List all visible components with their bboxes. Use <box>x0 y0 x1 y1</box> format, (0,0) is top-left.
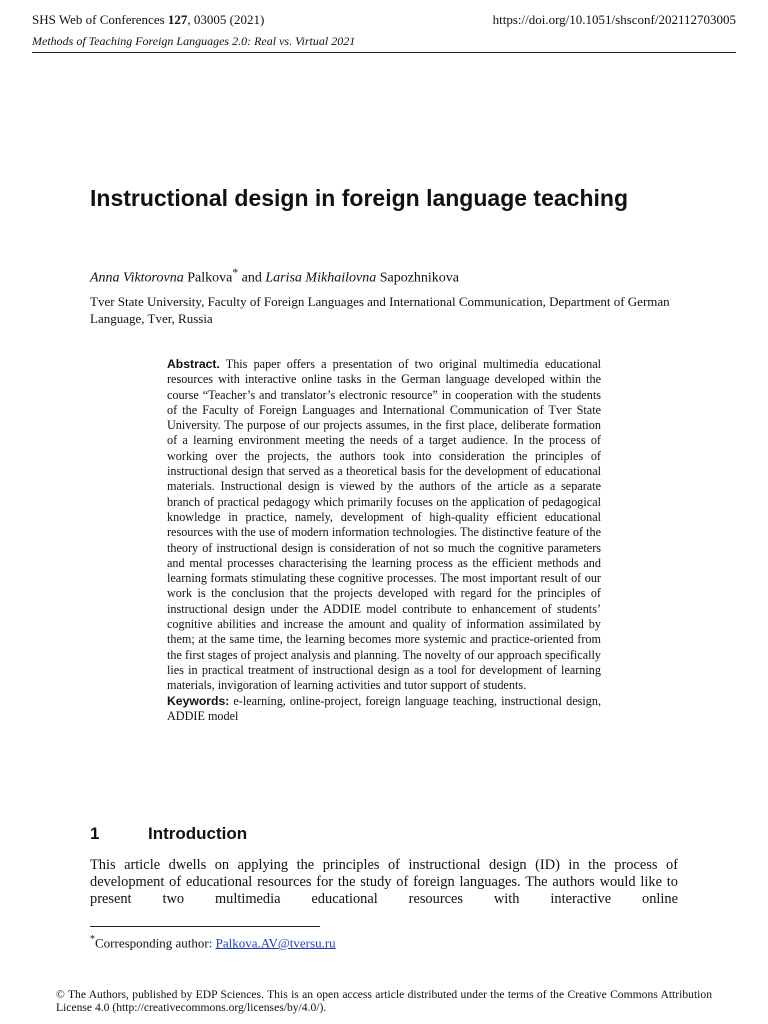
page-header <box>32 10 736 48</box>
corresponding-author-mark: * <box>232 266 239 279</box>
journal-name: SHS Web of Conferences <box>32 12 168 27</box>
introduction-paragraph: This article dwells on applying the principles of instructional design (ID) in the process of development of educational resources for the study of foreign languages. The authors would like to present two multimedia educational resources with interactive online <box>90 857 678 907</box>
author2-given-name: Larisa Mikhailovna <box>265 270 377 286</box>
header-divider <box>32 52 736 53</box>
author-conjunction: and <box>238 270 266 286</box>
journal-citation <box>32 12 264 28</box>
section-heading-introduction <box>90 824 247 844</box>
abstract-text: This paper offers a presentation of two original multimedia educational resources with interactive online tasks in the German language developed within the course “Teacher’s and translator’s electronic resource” in cooperation with the students of the Faculty of Foreign Languages and International Communication of Tver State University. The purpose of our projects assumes, in the first place, deliberate formation of a learning environment meeting the needs of a target audience. In the process of working over the projects, the authors took into consideration the principles of instructional design that served as a theoretical basis for the development of educational materials. Instructional design is viewed by the authors of the article as a separate branch of practical pedagogy which primarily focuses on the application of pedagogical knowledge in practice, namely, development of high-quality efficient educational resources with the use of modern information technologies. The distinctive feature of the theory of instructional design is consideration of not so much the cognitive parameters and mental processes characterising the learning process as the efficient methods and learning formats stimulating these cognitive processes. The most important result of our work is the conclusion that the projects developed with regard for the principles of instructional design under the ADDIE model contribute to enhancement of students’ cognitive abilities and increase the amount and quality of information assimilated by them; at the same time, the learning becomes more systemic and practice-oriented from the first stages of project analysis and planning. The novelty of our approach specifically lies in practical treatment of instructional design as a tool for development of learning materials, invigoration of learning activities and tutor support of students. <box>167 357 601 693</box>
footnote-divider <box>90 926 320 927</box>
header-top-line <box>32 10 736 28</box>
affiliation: Tver State University, Faculty of Foreign Languages and International Communication, Department of German Language, Tver, Russia <box>90 294 670 326</box>
footnote <box>90 934 336 951</box>
abstract-block <box>167 357 601 724</box>
footnote-mark: * <box>90 934 95 945</box>
author1-given-name: Anna Viktorovna <box>90 270 184 286</box>
article-info: , 03005 (2021) <box>187 12 265 27</box>
keywords-paragraph <box>167 694 601 725</box>
doi-link[interactable]: https://doi.org/10.1051/shsconf/202112703005 <box>492 12 736 27</box>
author1-family-name: Palkova <box>183 270 233 286</box>
section-title: Introduction <box>148 824 248 843</box>
corresponding-email-link[interactable]: Palkova.AV@tversu.ru <box>215 935 336 951</box>
journal-volume: 127 <box>167 12 188 27</box>
paper-title: Instructional design in foreign language teaching <box>90 185 628 211</box>
abstract-paragraph <box>167 357 601 694</box>
keywords-label: Keywords: <box>167 693 230 708</box>
footnote-label: Corresponding author: <box>95 935 216 951</box>
author-line <box>90 266 459 287</box>
author2-family-name: Sapozhnikova <box>376 270 460 286</box>
conference-name: Methods of Teaching Foreign Languages 2.0: Real vs. Virtual 2021 <box>32 34 356 48</box>
abstract-label: Abstract. <box>167 357 220 371</box>
license-notice: © The Authors, published by EDP Sciences. This is an open access article distributed under the terms of the Creative Commons Attribution License 4.0 (http://creativecommons.org/licenses/by/4.0/). <box>56 988 712 1014</box>
keywords-text: e-learning, online-project, foreign language teaching, instructional design, ADDIE model <box>167 693 601 723</box>
section-number: 1 <box>90 824 100 843</box>
